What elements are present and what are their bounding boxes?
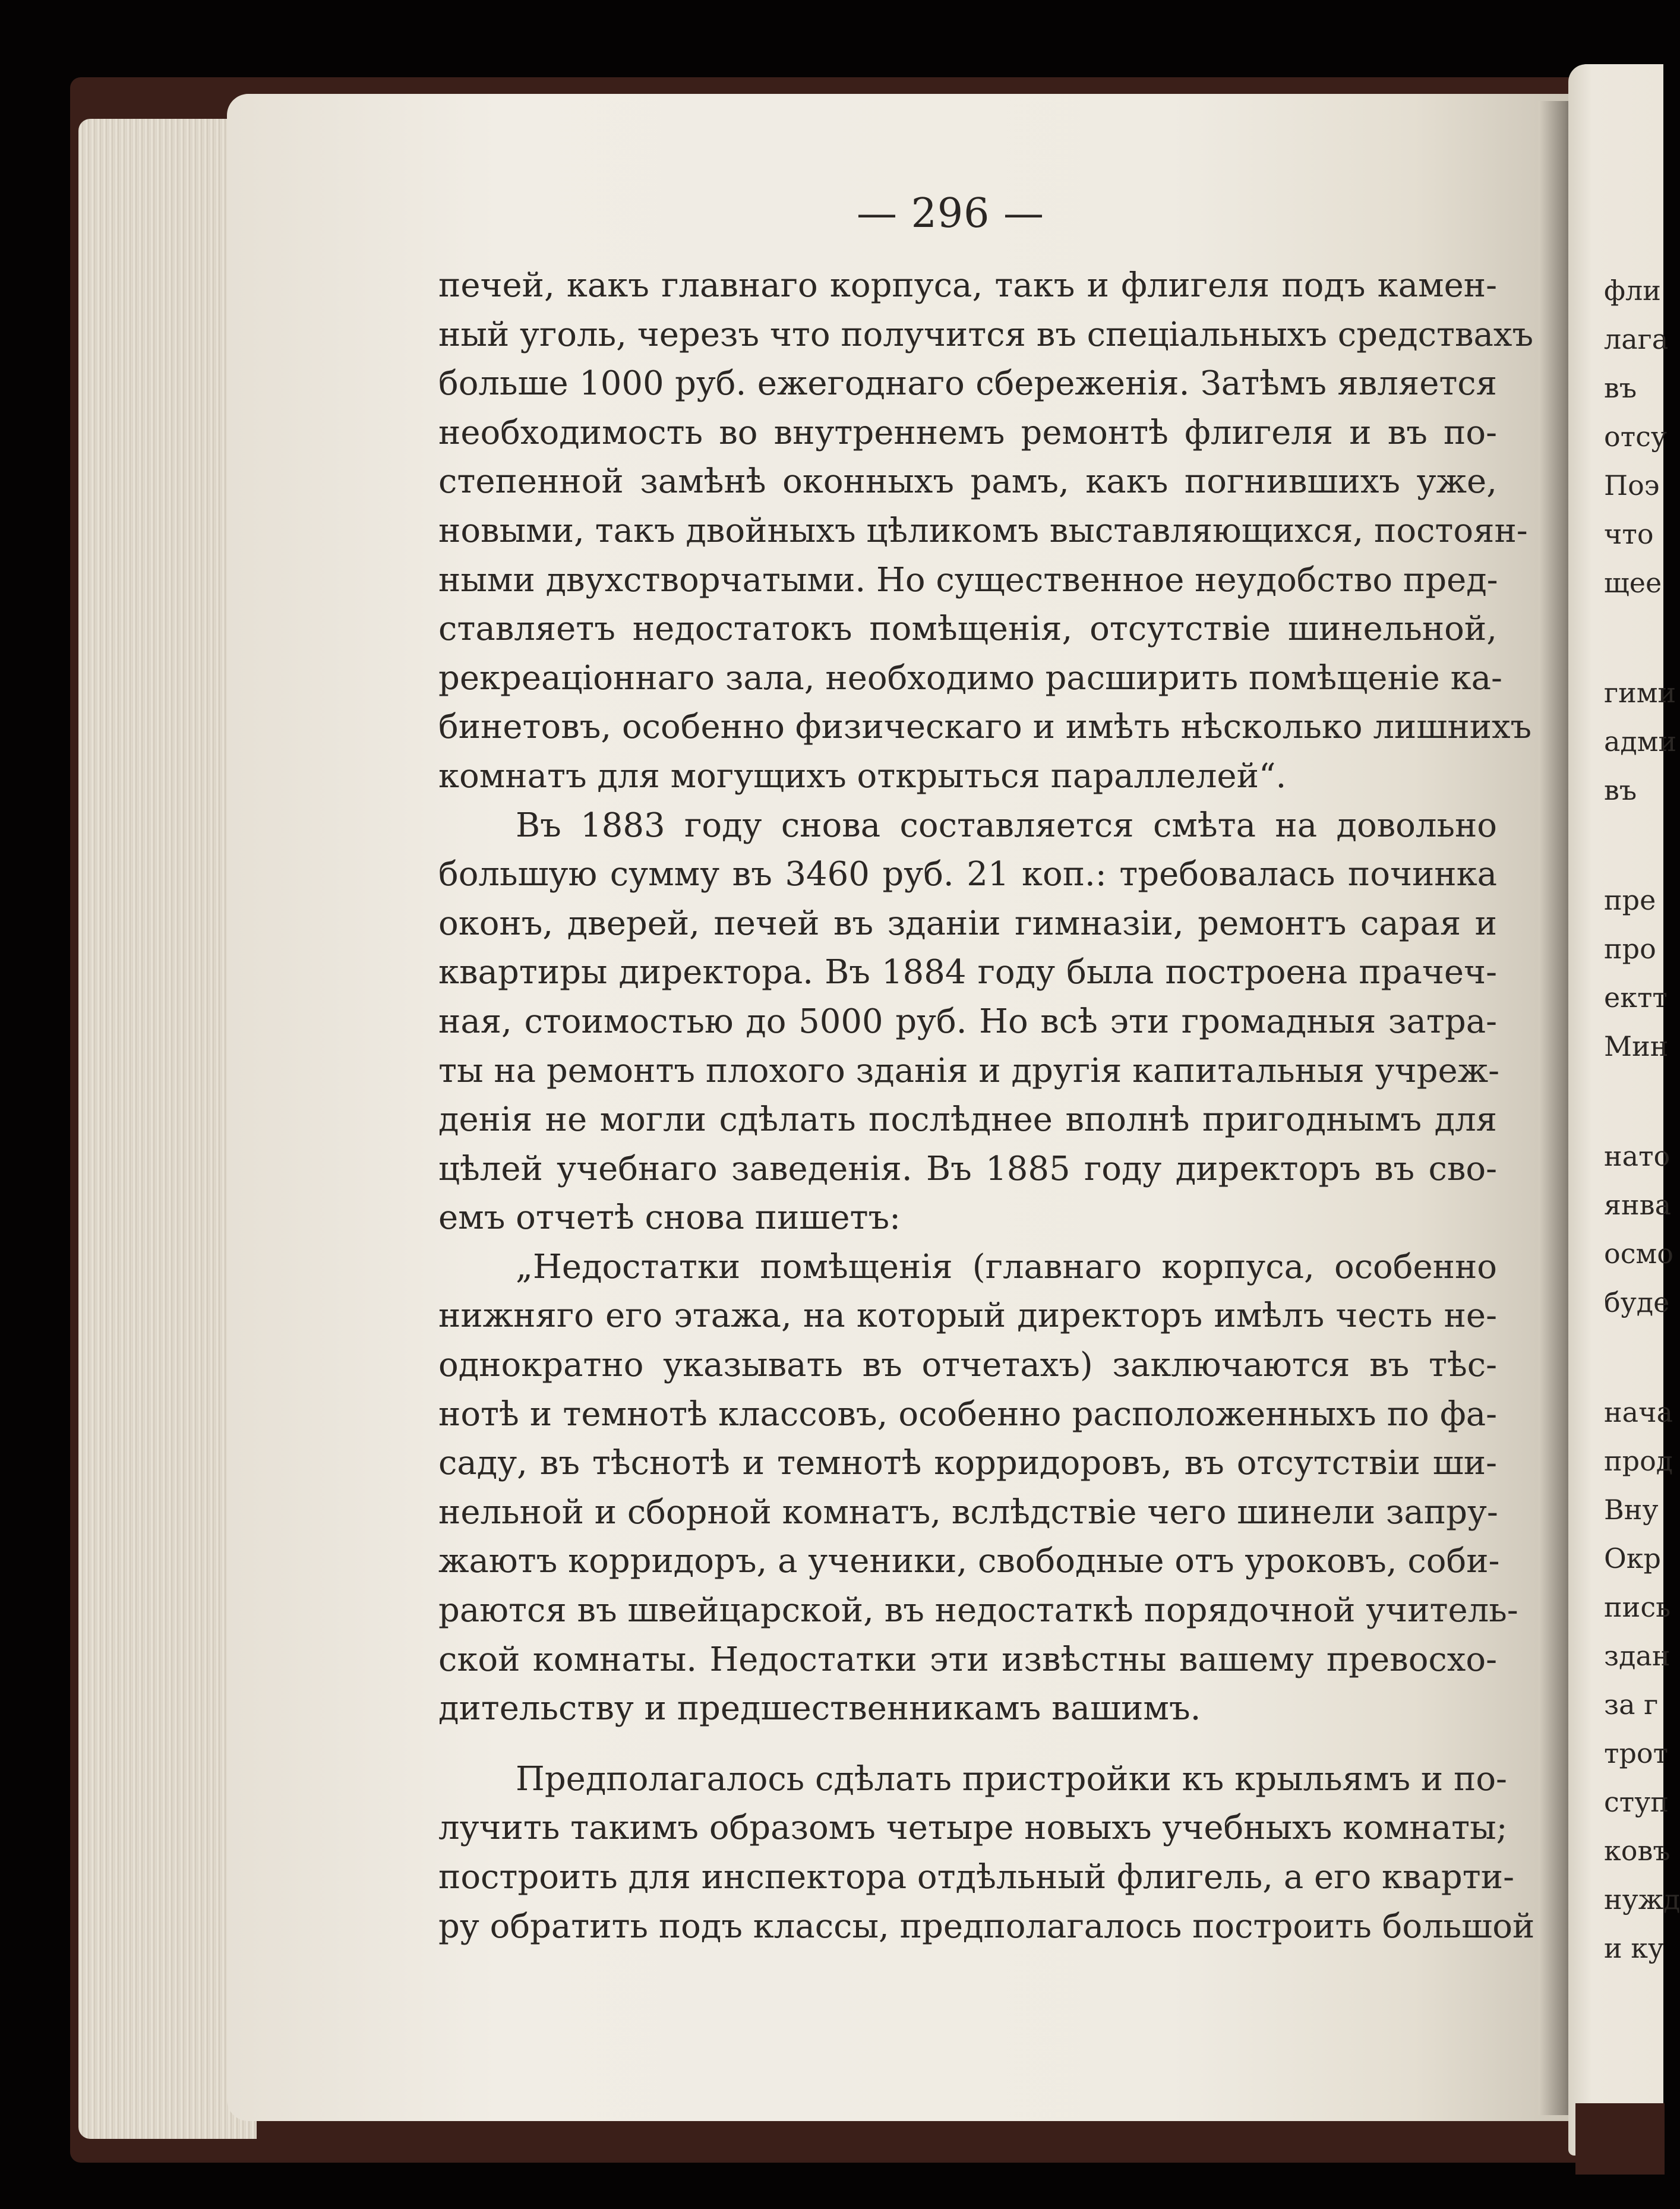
text-line: ная, стоимостью до 5000 руб. Но всѣ эти громадныя затра- — [438, 1002, 1497, 1041]
text-line: нотѣ и темнотѣ классовъ, особенно расположенныхъ по фа- — [438, 1394, 1497, 1434]
text-line: однократно указывать въ отчетахъ) заключаются въ тѣс- — [438, 1346, 1497, 1385]
text-line: ставляетъ недостатокъ помѣщенія, отсутствіе шинельной, — [438, 610, 1497, 649]
text-line: раются въ швейцарской, въ недостаткѣ порядочной учитель- — [438, 1591, 1518, 1630]
right-page-fragment: Мин — [1604, 1030, 1669, 1062]
right-page-fragment: нача — [1604, 1396, 1673, 1428]
right-page-fragment: буде — [1604, 1286, 1670, 1318]
text-line: цѣлей учебнаго заведенія. Въ 1885 году директоръ въ сво- — [438, 1149, 1497, 1188]
text-line: „Недостатки помѣщенія (главнаго корпуса, особенно — [516, 1247, 1497, 1286]
right-page-fragment: что — [1604, 518, 1654, 550]
text-line: новыми, такъ двойныхъ цѣликомъ выставляющихся, постоян- — [438, 511, 1528, 550]
right-page-fragment: адми — [1604, 725, 1677, 758]
right-page-fragment: Вну — [1604, 1494, 1659, 1526]
text-line: нижняго его этажа, на который директоръ имѣлъ честь не- — [438, 1296, 1497, 1336]
text-line: денія не могли сдѣлать послѣднее вполнѣ пригоднымъ для — [438, 1100, 1497, 1140]
text-line: больше 1000 руб. ежегоднаго сбереженія. Затѣмъ является — [438, 364, 1497, 403]
page-body-text — [438, 261, 1535, 1951]
text-line: ру обратить подъ классы, предполагалось построить большой — [438, 1907, 1535, 1946]
right-page-fragment: за г — [1604, 1689, 1659, 1721]
right-page-fragment: прод — [1604, 1445, 1673, 1477]
right-page-fragment: ступ — [1604, 1786, 1669, 1818]
text-line: необходимость во внутреннемъ ремонтѣ флигеля и въ по- — [438, 413, 1497, 452]
text-line: рекреаціоннаго зала, необходимо расширить помѣщеніе ка- — [438, 658, 1502, 698]
text-line: комнатъ для могущихъ открыться параллелей“. — [438, 756, 1287, 796]
right-page-fragment: щее — [1604, 567, 1662, 599]
text-line: лучить такимъ образомъ четыре новыхъ учебныхъ комнаты; — [438, 1809, 1508, 1848]
text-line: оконъ, дверей, печей въ зданіи гимназіи, ремонтъ сарая и — [438, 904, 1497, 943]
right-page-fragment: фли — [1604, 274, 1661, 307]
page-number: — 296 — — [856, 190, 1045, 237]
text-line: нельной и сборной комнатъ, вслѣдствіе чего шинели запру- — [438, 1492, 1498, 1532]
text-line: Въ 1883 году снова составляется смѣта на довольно — [516, 806, 1497, 845]
right-page-fragment: и ку — [1604, 1932, 1665, 1964]
right-page-fragment: ектт — [1604, 982, 1668, 1014]
right-page-fragment: пре — [1604, 884, 1656, 916]
right-page-fragment: въ — [1604, 774, 1637, 806]
text-line: ными двухстворчатыми. Но существенное неудобство пред- — [438, 560, 1498, 599]
text-line: Предполагалось сдѣлать пристройки къ крыльямъ и по- — [516, 1759, 1507, 1798]
text-line: ты на ремонтъ плохого зданія и другія капитальныя учреж- — [438, 1051, 1500, 1090]
text-line: печей, какъ главнаго корпуса, такъ и флигеля подъ камен- — [438, 266, 1497, 305]
text-line: степенной замѣнѣ оконныхъ рамъ, какъ погнившихъ уже, — [438, 462, 1497, 501]
right-page-fragment: гими — [1604, 677, 1676, 709]
text-line: большую сумму въ 3460 руб. 21 коп.: требовалась починка — [438, 855, 1497, 894]
text-line: бинетовъ, особенно физическаго и имѣть нѣсколько лишнихъ — [438, 708, 1532, 747]
text-line: дительству и предшественникамъ вашимъ. — [438, 1689, 1201, 1728]
text-line: ской комнаты. Недостатки эти извѣстны вашему превосхо- — [438, 1640, 1497, 1679]
right-page-fragment: ковъ — [1604, 1835, 1670, 1867]
right-page-fragment: трот — [1604, 1737, 1669, 1769]
text-line: построить для инспектора отдѣльный флигель, а его кварти- — [438, 1858, 1515, 1896]
right-page-fragment: про — [1604, 933, 1656, 965]
right-page-fragment: пись — [1604, 1591, 1671, 1623]
text-line: емъ отчетѣ снова пишетъ: — [438, 1198, 901, 1238]
text-line: квартиры директора. Въ 1884 году была построена прачеч- — [438, 953, 1497, 992]
right-page-text-fragments — [1604, 274, 1680, 1997]
right-page-fragment: въ — [1604, 372, 1637, 404]
text-line: жаютъ корридоръ, а ученики, свободные отъ уроковъ, соби- — [438, 1542, 1500, 1581]
book-cover-edge — [1575, 2103, 1665, 2175]
right-page-fragment: Окр — [1604, 1542, 1661, 1574]
right-page-fragment: нато — [1604, 1140, 1670, 1172]
text-line: саду, въ тѣснотѣ и темнотѣ корридоровъ, въ отсутствіи ши- — [438, 1444, 1497, 1483]
paragraph-gap — [438, 1734, 1497, 1755]
right-page-fragment: янва — [1604, 1189, 1672, 1221]
right-page-fragment: отсу — [1604, 421, 1667, 453]
right-page-fragment: Поэ — [1604, 469, 1660, 501]
text-line: ный уголь, черезъ что получится въ спеціальныхъ средствахъ — [438, 315, 1534, 354]
right-page-fragment: здан — [1604, 1640, 1670, 1672]
right-page-fragment: лага — [1604, 323, 1669, 355]
right-page-fragment: нужд — [1604, 1883, 1680, 1915]
right-page-fragment: осмо — [1604, 1238, 1673, 1270]
